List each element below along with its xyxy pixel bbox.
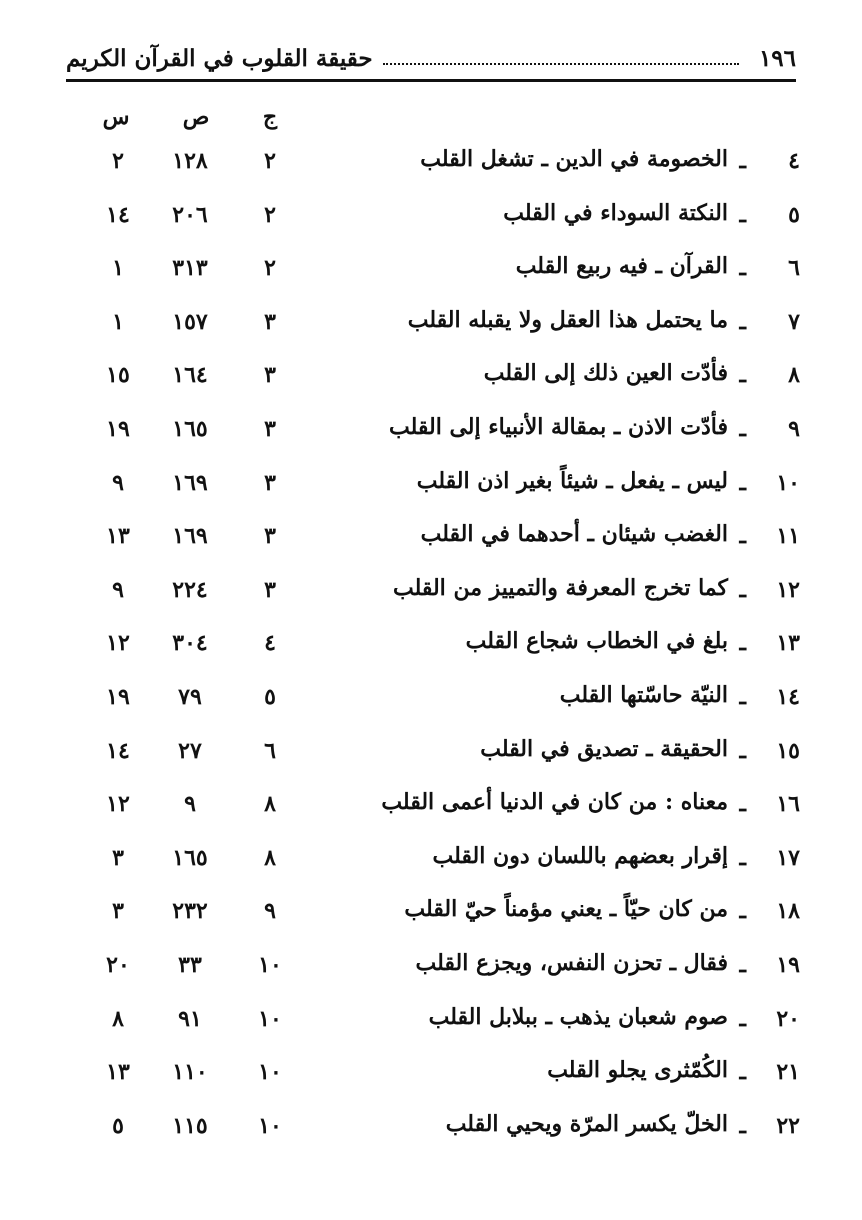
entry-title: القرآن ـ فيه ربيع القلب — [515, 253, 728, 280]
entry-volume: ٢ — [264, 201, 276, 228]
entry-line: ١ — [112, 308, 124, 335]
entry-number: ٧ — [788, 308, 800, 335]
index-entry — [0, 565, 862, 619]
entry-volume: ٩ — [264, 898, 276, 925]
entry-number: ١٧ — [776, 844, 800, 871]
entry-line: ١٣ — [106, 1059, 130, 1086]
entry-dash: ـ — [739, 630, 746, 657]
entry-title: ما يحتمل هذا العقل ولا يقبله القلب — [407, 306, 728, 333]
entry-line: ١٤ — [106, 737, 130, 764]
entry-title: ليس ـ يفعل ـ شيئاً بغير اذن القلب — [416, 467, 728, 494]
entry-line: ٢٠ — [106, 952, 130, 978]
entry-number: ٥ — [788, 201, 800, 228]
entry-title: بلغ في الخطاب شجاع القلب — [465, 628, 728, 655]
entry-page: ٢٠٦ — [172, 201, 208, 228]
entry-number: ٨ — [788, 362, 800, 389]
index-entry — [0, 136, 862, 190]
index-entry — [0, 672, 862, 726]
entry-volume: ٣ — [264, 469, 276, 496]
entry-page: ١٦٥ — [172, 416, 208, 442]
entry-volume: ١٠ — [258, 952, 282, 978]
entry-volume: ٨ — [264, 844, 276, 871]
entry-page: ٣١٣ — [172, 255, 208, 282]
index-entry — [0, 297, 862, 351]
entry-volume: ٢ — [264, 255, 276, 282]
index-entry — [0, 618, 862, 672]
entry-title: فأدّت الاذن ـ بمقالة الأنبياء إلى القلب — [388, 414, 728, 440]
entry-number: ١٦ — [776, 791, 800, 818]
entry-number: ٤ — [788, 148, 800, 174]
entry-volume: ٣ — [264, 416, 276, 442]
entry-dash: ـ — [739, 576, 746, 603]
entry-page: ١٦٥ — [172, 844, 208, 871]
entry-line: ١ — [112, 255, 124, 282]
entry-title: إقرار بعضهم باللسان دون القلب — [432, 842, 728, 869]
entry-number: ٢١ — [776, 1059, 800, 1086]
index-entry — [0, 779, 862, 833]
index-entry — [0, 243, 862, 297]
entry-page: ٢٣٢ — [172, 898, 208, 925]
entry-dash: ـ — [739, 362, 746, 389]
entry-volume: ١٠ — [258, 1059, 282, 1086]
page-number: ١٩٦ — [758, 44, 796, 72]
entry-number: ٩ — [788, 416, 800, 442]
entry-volume: ٣ — [264, 362, 276, 389]
index-entry — [0, 994, 862, 1048]
entry-dash: ـ — [739, 148, 746, 174]
entry-line: ١٢ — [106, 630, 130, 657]
index-entry — [0, 190, 862, 244]
entry-number: ١٣ — [776, 630, 800, 657]
entry-dash: ـ — [739, 201, 746, 228]
entry-page: ٧٩ — [178, 684, 202, 710]
entry-title: معناه : من كان في الدنيا أعمى القلب — [381, 789, 728, 816]
entry-title: النيّة حاسّتها القلب — [559, 682, 728, 708]
entry-page: ٩١ — [178, 1005, 202, 1032]
entry-dash: ـ — [739, 1112, 746, 1139]
entry-volume: ٣ — [264, 308, 276, 335]
running-title: حقيقة القلوب في القرآن الكريم — [66, 44, 373, 72]
entry-title: الخصومة في الدين ـ تشغل القلب — [420, 146, 728, 172]
entry-dash: ـ — [739, 1059, 746, 1086]
entry-title: الخلّ يكسر المرّة ويحيي القلب — [445, 1110, 728, 1137]
entry-title: صوم شعبان يذهب ـ ببلابل القلب — [428, 1003, 728, 1030]
entry-line: ١٥ — [106, 362, 130, 389]
entry-dash: ـ — [739, 469, 746, 496]
index-entry — [0, 350, 862, 404]
entry-line: ١٣ — [106, 523, 130, 550]
index-entry — [0, 1101, 862, 1155]
entry-dash: ـ — [739, 898, 746, 925]
entry-volume: ٦ — [264, 737, 276, 764]
entry-line: ١٩ — [106, 684, 130, 710]
index-entry — [0, 458, 862, 512]
index-entry — [0, 404, 862, 458]
entry-page: ١٦٩ — [172, 523, 208, 550]
entry-page: ٢٢٤ — [172, 576, 208, 603]
entry-page: ١٥٧ — [172, 308, 208, 335]
entry-volume: ١٠ — [258, 1005, 282, 1032]
entry-page: ٣٠٤ — [172, 630, 208, 657]
entry-number: ٦ — [788, 255, 800, 282]
entry-dash: ـ — [739, 416, 746, 442]
entry-dash: ـ — [739, 308, 746, 335]
entry-title: فقال ـ تحزن النفس، ويجزع القلب — [415, 950, 728, 976]
entry-dash: ـ — [739, 952, 746, 978]
entry-page: ٩ — [184, 791, 196, 818]
entry-line: ٢ — [112, 148, 124, 174]
entry-page: ٣٣ — [178, 952, 202, 978]
entry-title: من كان حيّاً ـ يعني مؤمناً حيّ القلب — [404, 896, 728, 923]
entry-number: ١٩ — [776, 952, 800, 978]
entry-line: ٣ — [112, 844, 124, 871]
header-leader-dots — [383, 63, 739, 65]
entry-line: ٨ — [112, 1005, 124, 1032]
entry-volume: ٨ — [264, 791, 276, 818]
entry-number: ١٠ — [776, 469, 800, 496]
entry-title: الحقيقة ـ تصديق في القلب — [480, 735, 728, 762]
entry-page: ١١٥ — [172, 1112, 208, 1139]
index-entry — [0, 726, 862, 780]
entry-dash: ـ — [739, 791, 746, 818]
entry-line: ٣ — [112, 898, 124, 925]
entry-line: ١٢ — [106, 791, 130, 818]
index-entry — [0, 511, 862, 565]
entry-dash: ـ — [739, 1005, 746, 1032]
entry-dash: ـ — [739, 737, 746, 764]
entry-dash: ـ — [739, 523, 746, 550]
index-entry — [0, 886, 862, 940]
page-header — [66, 38, 796, 78]
entry-volume: ٣ — [264, 523, 276, 550]
entry-dash: ـ — [739, 255, 746, 282]
entry-number: ٢٠ — [776, 1005, 800, 1032]
column-header-volume: ج — [262, 104, 278, 130]
entry-line: ٩ — [112, 576, 124, 603]
entry-line: ٥ — [112, 1112, 124, 1139]
entry-title: الكُمّثرى يجلو القلب — [547, 1057, 728, 1084]
entry-dash: ـ — [739, 844, 746, 871]
entry-title: فأدّت العين ذلك إلى القلب — [483, 360, 728, 387]
entry-volume: ٤ — [264, 630, 276, 657]
index-entry — [0, 833, 862, 887]
entry-title: كما تخرج المعرفة والتمييز من القلب — [392, 574, 728, 601]
entry-page: ١٦٩ — [172, 469, 208, 496]
header-rule — [66, 79, 796, 82]
entry-page: ١١٠ — [172, 1059, 208, 1086]
entry-page: ٢٧ — [178, 737, 202, 764]
entry-number: ١٥ — [776, 737, 800, 764]
entry-line: ٩ — [112, 469, 124, 496]
entry-volume: ٢ — [264, 148, 276, 174]
column-header-line: س — [102, 104, 130, 130]
entry-title: النكتة السوداء في القلب — [503, 199, 728, 226]
entry-number: ١٨ — [776, 898, 800, 925]
entry-volume: ٥ — [264, 684, 276, 710]
column-header-page: ص — [182, 104, 210, 130]
entry-line: ١٤ — [106, 201, 130, 228]
index-entry — [0, 940, 862, 994]
entry-number: ١٤ — [776, 684, 800, 710]
entry-number: ١٢ — [776, 576, 800, 603]
entry-page: ١٦٤ — [172, 362, 208, 389]
entry-volume: ١٠ — [258, 1112, 282, 1139]
entry-number: ٢٢ — [776, 1112, 800, 1139]
entry-page: ١٢٨ — [172, 148, 208, 174]
entry-volume: ٣ — [264, 576, 276, 603]
entry-title: الغضب شيئان ـ أحدهما في القلب — [420, 521, 728, 548]
index-entry — [0, 1047, 862, 1101]
entry-line: ١٩ — [106, 416, 130, 442]
entry-dash: ـ — [739, 684, 746, 710]
entry-number: ١١ — [776, 523, 800, 550]
